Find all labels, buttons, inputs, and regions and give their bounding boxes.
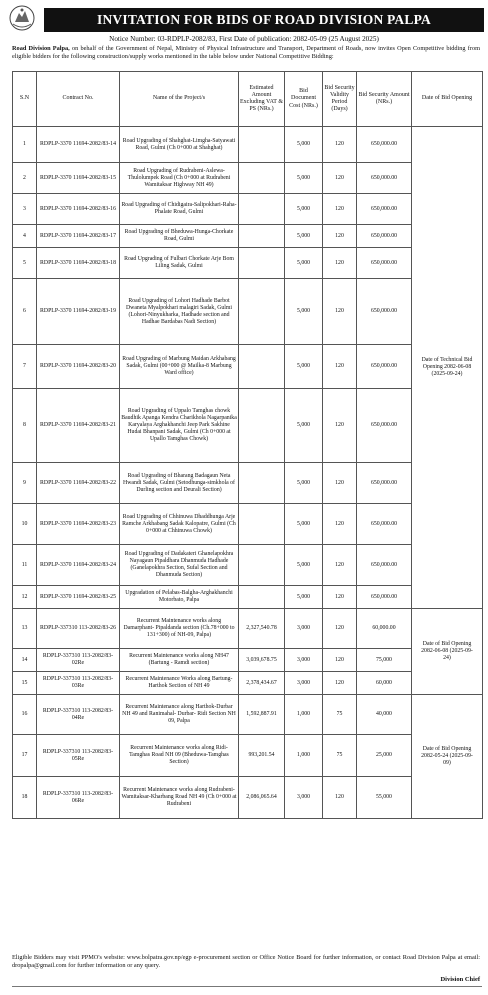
cell-contract-no: RDPLP-3370 11694-2082/83-24 [37,545,120,586]
cell-sn: 1 [13,127,37,163]
signature: Division Chief [440,976,480,983]
footer-note: Eligible Bidders may visit PPMO's website: www.bolpatra.gov.np/egp e-procurement section or Office Notice Board for further information, or contact Road Division Palpa at email: dropalpa@gmail.com for further information or any query. [12,954,480,969]
cell-bid-document-cost: 5,000 [285,163,323,194]
cell-estimated-amount: 3,039,678.75 [239,649,285,672]
cell-project-name: Road Upgrading of Bharang Badagaun Neta Hwandi Sadak, Gulmi (Setodhunga-simkhola of Durling section and Deurali Section) [120,463,239,504]
cell-bid-opening-date: Date of Technical Bid Opening 2082-06-08 (2025-09-24) [412,127,483,609]
cell-project-name: Recurrent Maintenance works along Ridi-Tamghas Road NH 09 (Bheduwa-Tamghas Section) [120,735,239,777]
cell-estimated-amount [239,545,285,586]
cell-project-name: Road Upgrading of Marbung Maidan Arkhabang Sadak, Gulmi (00+000 @ Mailka-8 Marbung Ward office) [120,345,239,389]
header-bid-security-validity: Bid Security Validity Period (Days) [323,72,357,127]
cell-bid-security-validity: 120 [323,609,357,649]
cell-estimated-amount: 2,086,065.64 [239,777,285,819]
cell-bid-security-amount: 650,000.00 [357,194,412,225]
cell-estimated-amount [239,345,285,389]
cell-contract-no: RDPLP-3370 11694-2082/83-23 [37,504,120,545]
cell-bid-security-amount: 650,000.00 [357,389,412,463]
cell-bid-opening-date: Date of Bid Opening 2082-06-08 (2025-09-24) [412,609,483,695]
cell-project-name: Recurrent Maintenance works along NH47 (Bartung - Ramdi section) [120,649,239,672]
cell-sn: 3 [13,194,37,225]
bids-table-body [13,127,483,819]
cell-estimated-amount [239,586,285,609]
cell-contract-no: RDPLP-337310 113-2082/83-06Re [37,777,120,819]
cell-bid-document-cost: 5,000 [285,225,323,248]
cell-bid-document-cost: 3,000 [285,777,323,819]
cell-sn: 7 [13,345,37,389]
cell-project-name: Road Upgrading of Lohori Hadhade Barbot Dwaneta Myalpokhari malagiri Sadak, Gulmi (Lohori-Ninyukharka, Hadhade section and Hadhae Bardabas Nadi Section) [120,279,239,345]
header-bid-opening-date: Date of Bid Opening [412,72,483,127]
notice-title: INVITATION FOR BIDS OF ROAD DIVISION PALPA [44,8,484,32]
cell-contract-no: RDPLP-3370 11694-2082/83-20 [37,345,120,389]
cell-bid-security-validity: 120 [323,127,357,163]
cell-project-name: Recurrent Maintenance works along Rudrabeni- Wamitaksar-Kharbang Road NH 49 (Ch 0+000 at Rudrabeni [120,777,239,819]
cell-contract-no: RDPLP-3370 11694-2082/83-16 [37,194,120,225]
cell-bid-security-validity: 120 [323,163,357,194]
cell-sn: 2 [13,163,37,194]
cell-bid-document-cost: 5,000 [285,279,323,345]
cell-bid-document-cost: 5,000 [285,389,323,463]
cell-estimated-amount: 2,378,434.67 [239,672,285,695]
table-header-row [13,72,483,127]
cell-bid-security-amount: 650,000.00 [357,279,412,345]
cell-bid-document-cost: 5,000 [285,586,323,609]
cell-estimated-amount [239,279,285,345]
cell-bid-document-cost: 3,000 [285,609,323,649]
cell-contract-no: RDPLP-3370 11694-2082/83-17 [37,225,120,248]
cell-bid-document-cost: 5,000 [285,248,323,279]
cell-estimated-amount [239,225,285,248]
cell-bid-security-validity: 120 [323,504,357,545]
cell-bid-security-amount: 25,000 [357,735,412,777]
cell-sn: 4 [13,225,37,248]
cell-estimated-amount [239,194,285,225]
cell-contract-no: RDPLP-3370 11694-2082/83-18 [37,248,120,279]
cell-contract-no: RDPLP-337310 113-2082/83-26 [37,609,120,649]
cell-sn: 6 [13,279,37,345]
cell-sn: 12 [13,586,37,609]
cell-bid-security-validity: 120 [323,649,357,672]
intro-paragraph [12,45,480,61]
cell-bid-security-amount: 650,000.00 [357,225,412,248]
cell-bid-security-validity: 120 [323,194,357,225]
cell-bid-security-amount: 650,000.00 [357,127,412,163]
table-row [13,127,483,163]
cell-bid-security-amount: 60,000 [357,672,412,695]
cell-project-name: Road Upgrading of Chidigaira-Salipokhari-Raha-Phalate Road, Gulmi [120,194,239,225]
cell-bid-security-amount: 650,000.00 [357,463,412,504]
intro-text: on behalf of the Government of Nepal, Ministry of Physical Infrastructure and Transport, Department of Roads, now invites Open Competitive bidding from eligible bidders for the following construction/supply works mentioned in the table below under National Competitive Bidding: [12,45,480,60]
cell-bid-security-validity: 120 [323,248,357,279]
cell-bid-security-amount: 650,000.00 [357,163,412,194]
cell-bid-security-validity: 75 [323,735,357,777]
cell-bid-document-cost: 5,000 [285,345,323,389]
cell-bid-security-amount: 75,000 [357,649,412,672]
cell-bid-security-validity: 120 [323,545,357,586]
cell-project-name: Recurrent Maintenance works along Damarphant- Pipaldanda section (Ch.78+000 to 131+300) of NH-09, Palpa) [120,609,239,649]
cell-bid-document-cost: 1,000 [285,735,323,777]
cell-sn: 14 [13,649,37,672]
cell-project-name: Road Upgrading of Bheduwa-Hunga-Chorkate Road, Gulmi [120,225,239,248]
cell-estimated-amount [239,163,285,194]
cell-estimated-amount [239,389,285,463]
table-row [13,695,483,735]
cell-bid-document-cost: 3,000 [285,672,323,695]
cell-contract-no: RDPLP-337310 113-2082/83-05Re [37,735,120,777]
cell-bid-security-validity: 120 [323,586,357,609]
cell-bid-security-amount: 650,000.00 [357,504,412,545]
cell-estimated-amount [239,463,285,504]
cell-bid-security-amount: 650,000.00 [357,586,412,609]
cell-estimated-amount [239,504,285,545]
cell-bid-security-validity: 120 [323,225,357,248]
cell-sn: 15 [13,672,37,695]
cell-estimated-amount [239,127,285,163]
cell-bid-security-validity: 120 [323,345,357,389]
cell-contract-no: RDPLP-3370 11694-2082/83-21 [37,389,120,463]
header-bid-security-amount: Bid Security Amount (NRs.) [357,72,412,127]
cell-project-name: Road Upgrading of Dadakateri Ghanelapokhra Nayagaun Pipaldhara Dhanmuda Hadhade (Ganelapokhra Section, Sufal Section and Dhanmuda Section) [120,545,239,586]
cell-bid-opening-date: Date of Bid Opening 2082-05-24 (2025-09-09) [412,695,483,819]
cell-contract-no: RDPLP-3370 11694-2082/83-19 [37,279,120,345]
cell-project-name: Road Upgrading of Shahghat-Limgha-Satyawati Road, Gulmi (Ch 0+000 at Shahghat) [120,127,239,163]
cell-sn: 13 [13,609,37,649]
cell-project-name: Recurrent Maintenance along Harthok-Durbar NH 49 and Ranimahal- Durbar- Ridi Section NH 09, Palpa [120,695,239,735]
cell-project-name: Road Upgrading of Fulbari Chorkate Arje Bom Liling Sadak, Gulmi [120,248,239,279]
cell-bid-security-amount: 60,000.00 [357,609,412,649]
cell-bid-security-amount: 55,000 [357,777,412,819]
cell-project-name: Recurrent Maintenance Works along Bartung- Harthok Section of NH 49 [120,672,239,695]
cell-estimated-amount: 2,327,540.78 [239,609,285,649]
government-emblem-icon [7,4,37,32]
cell-contract-no: RDPLP-337310 113-2082/83-04Re [37,695,120,735]
cell-sn: 18 [13,777,37,819]
cell-project-name: Road Upgrading of Uppalo Tamghas chowk Baudhik Apanga Kendra Charikhola Nagarpanika Karyalaya Arghakhanchi Jeep Park Sakhine Hudai Bhanpani Sadak, Gulmi (Ch 0+000 at Upallo Tamghas Chowk) [120,389,239,463]
cell-estimated-amount: 1,592,887.91 [239,695,285,735]
cell-bid-document-cost: 3,000 [285,649,323,672]
header-bid-document-cost: Bid Document Cost (NRs.) [285,72,323,127]
cell-sn: 8 [13,389,37,463]
cell-bid-security-amount: 650,000.00 [357,248,412,279]
cell-sn: 16 [13,695,37,735]
bottom-divider [12,986,482,987]
cell-project-name: Road Upgrading of Chhinuwa Dhaddhunga Arje Ramche Arkhabang Sadak Kalopatre, Gulmi (Ch 0+000 at Chhinuwa Chowk) [120,504,239,545]
cell-estimated-amount: 993,201.54 [239,735,285,777]
cell-sn: 9 [13,463,37,504]
intro-org: Road Division Palpa, [12,45,70,52]
cell-sn: 10 [13,504,37,545]
cell-contract-no: RDPLP-3370 11694-2082/83-25 [37,586,120,609]
cell-bid-security-validity: 120 [323,389,357,463]
cell-bid-document-cost: 5,000 [285,504,323,545]
cell-sn: 11 [13,545,37,586]
cell-contract-no: RDPLP-337310 113-2082/83-03Re [37,672,120,695]
cell-bid-security-validity: 120 [323,672,357,695]
cell-bid-security-amount: 650,000.00 [357,545,412,586]
table-row [13,609,483,649]
cell-contract-no: RDPLP-337310 113-2082/83-02Re [37,649,120,672]
bids-table [12,71,483,819]
cell-estimated-amount [239,248,285,279]
cell-bid-security-amount: 650,000.00 [357,345,412,389]
cell-project-name: Road Upgrading of Rudrabeni-Aslewa- Thulolumpek Road (Ch 0+000 at Rudrabeni Wamitaksar Highway NH 49) [120,163,239,194]
cell-contract-no: RDPLP-3370 11694-2082/83-22 [37,463,120,504]
header-project-name: Name of the Project/s [120,72,239,127]
header-contract-no: Contract No. [37,72,120,127]
cell-sn: 17 [13,735,37,777]
cell-bid-security-amount: 40,000 [357,695,412,735]
cell-bid-security-validity: 120 [323,279,357,345]
cell-bid-document-cost: 5,000 [285,545,323,586]
cell-bid-security-validity: 120 [323,463,357,504]
cell-bid-document-cost: 5,000 [285,463,323,504]
header-sn: S.N [13,72,37,127]
cell-contract-no: RDPLP-3370 11694-2082/83-15 [37,163,120,194]
cell-bid-security-validity: 75 [323,695,357,735]
notice-number: Notice Number: 03-RDPLP-2082/83, First Date of publication: 2082-05-09 (25 August 2025) [109,35,379,43]
header-estimated-amount: Estimated Amount Excluding VAT & PS (NRs.) [239,72,285,127]
cell-bid-document-cost: 1,000 [285,695,323,735]
cell-bid-document-cost: 5,000 [285,127,323,163]
cell-bid-document-cost: 5,000 [285,194,323,225]
cell-project-name: Upgradation of Pelabas-Balgha-Arghakhanchi Motorbato, Palpa [120,586,239,609]
cell-contract-no: RDPLP-3370 11694-2082/83-14 [37,127,120,163]
cell-sn: 5 [13,248,37,279]
cell-bid-security-validity: 120 [323,777,357,819]
